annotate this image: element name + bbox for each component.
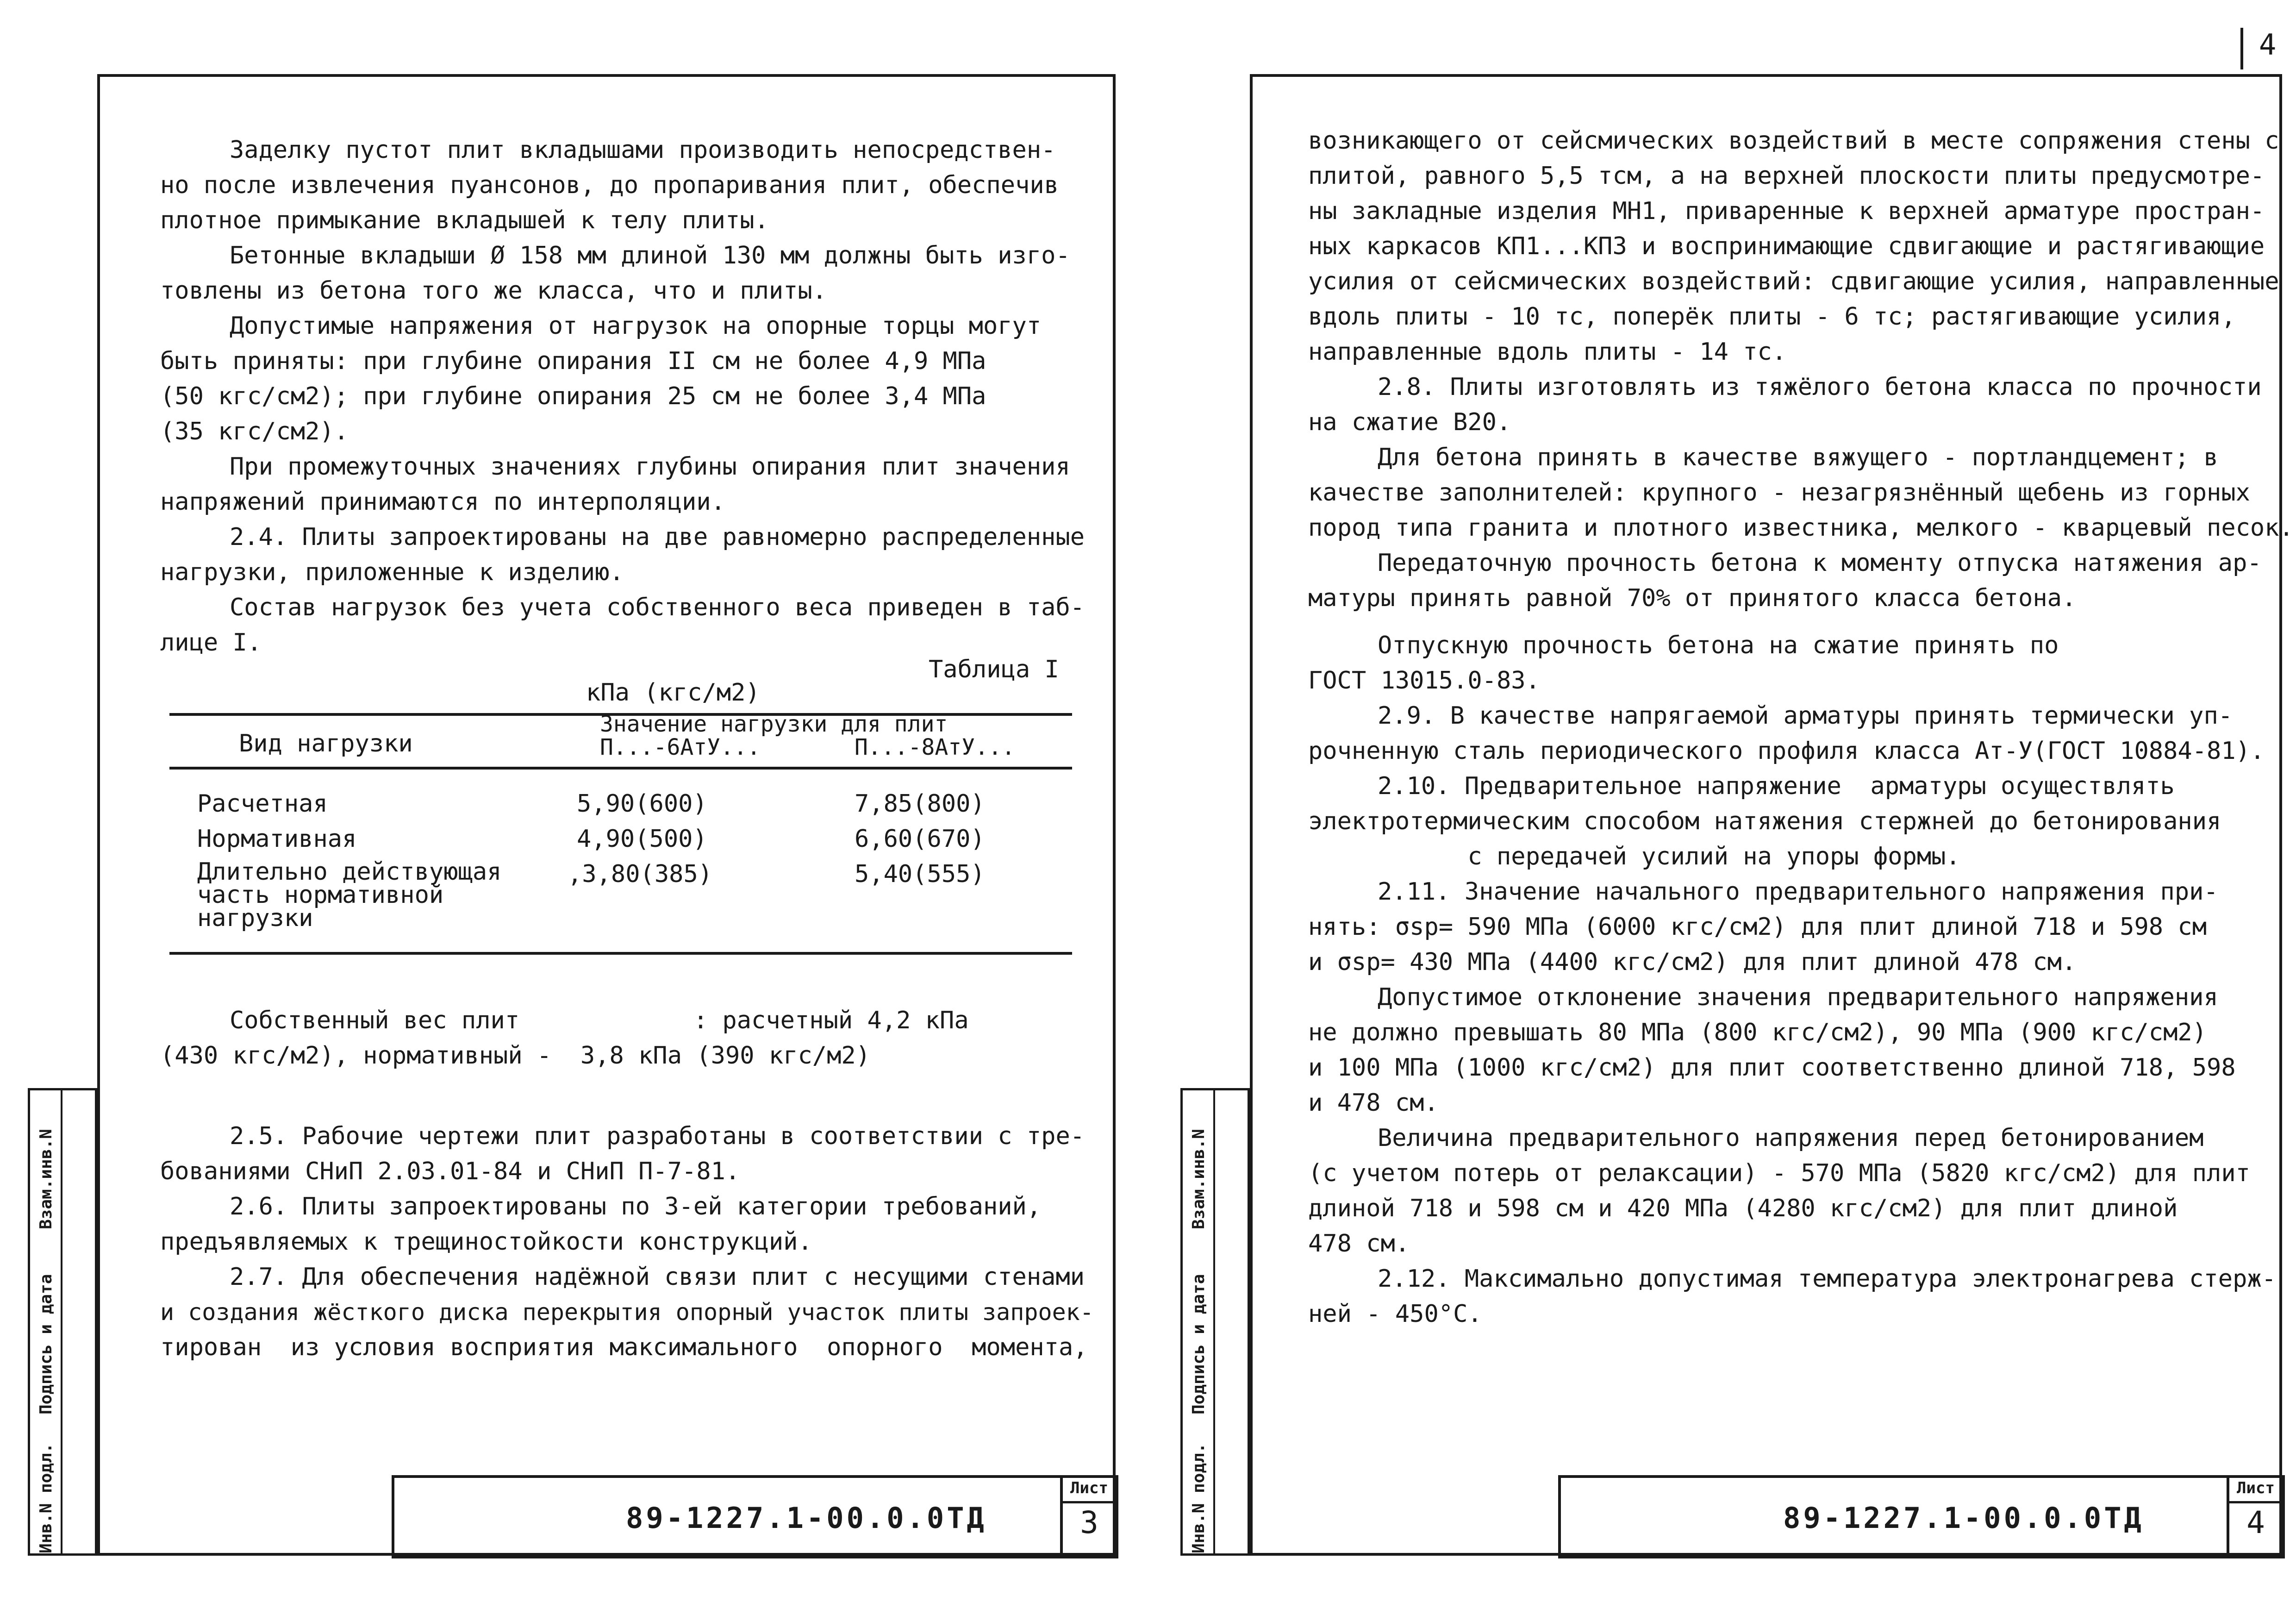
left-line: (50 кгс/см2); при глубине опирания 25 см не более 3,4 МПа [160, 382, 986, 410]
table-header-col-b: П...-8АтУ... [855, 734, 1015, 760]
right-paragraphs [1308, 123, 2294, 1383]
right-line: пород типа гранита и плотного известника, мелкого - кварцевый песок. [1308, 514, 2294, 542]
title-block [392, 1475, 1118, 1558]
table-row-b: 7,85(800) [855, 790, 985, 818]
right-line: на сжатие В20. [1308, 408, 1511, 436]
own-weight [160, 1003, 1086, 1077]
table-row-name: Нормативная [197, 825, 357, 853]
table-row-a: ,3,80(385) [568, 860, 713, 888]
corner-mark [2240, 28, 2243, 69]
table-row-a: 4,90(500) [577, 825, 707, 853]
title-block [1558, 1475, 2285, 1558]
right-line: и 478 см. [1308, 1089, 1439, 1117]
right-line: и 100 МПа (1000 кгс/см2) для плит соответственно длиной 718, 598 [1308, 1054, 2236, 1082]
side-stamp-right [1180, 1088, 1250, 1556]
left-line: товлены из бетона того же класса, что и плиты. [160, 277, 827, 305]
right-line: Передаточную прочность бетона к моменту отпуска натяжения ар- [1378, 549, 2262, 577]
table-header-value: Значение нагрузки для плит [600, 711, 948, 737]
table-caption: Таблица I [929, 656, 1059, 683]
left-sheet [97, 74, 1116, 1556]
stamp-inv-podl: Инв.N подл. [37, 1443, 56, 1553]
left-line: 2.6. Плиты запроектированы по 3-ей категории требований, [230, 1193, 1042, 1220]
left-line: быть приняты: при глубине опирания II см не более 4,9 МПа [160, 347, 986, 375]
right-line: Величина предварительного напряжения перед бетонированием [1378, 1124, 2204, 1152]
table-header-load: Вид нагрузки [239, 730, 413, 757]
sheet-number: 4 [2246, 1505, 2265, 1540]
left-line: плотное примыкание вкладышей к телу плиты. [160, 207, 769, 234]
corner-page-number: 4 [2259, 28, 2277, 62]
sheet-box [2227, 1475, 2282, 1558]
right-line: Для бетона принять в качестве вяжущего - портландцемент; в [1378, 444, 2218, 471]
document-code: 89-1227.1-00.0.0ТД [626, 1501, 987, 1535]
sheet-box [1060, 1475, 1116, 1558]
left-line: 2.5. Рабочие чертежи плит разработаны в соответствии с тре- [230, 1122, 1085, 1150]
right-line: не должно превышать 80 МПа (800 кгс/см2), 90 МПа (900 кгс/см2) [1308, 1019, 2207, 1046]
stamp-podpis: Подпись и дата [37, 1274, 56, 1414]
right-line: 478 см. [1308, 1230, 1410, 1258]
table-row-b: 6,60(670) [855, 825, 985, 853]
left-line: тирован из условия восприятия максимального опорного момента, [160, 1333, 1088, 1361]
right-line: 2.12. Максимально допустимая температура электронагрева стерж- [1378, 1265, 2277, 1293]
left-line: но после извлечения пуансонов, до пропаривания плит, обеспечив [160, 171, 1059, 199]
right-line: ны закладные изделия МН1, приваренные к верхней арматуре простран- [1308, 197, 2265, 225]
stamp-inv-podl: Инв.N подл. [1189, 1443, 1208, 1553]
stamp-podpis: Подпись и дата [1189, 1274, 1208, 1414]
right-line: Отпускную прочность бетона на сжатие принять по [1378, 632, 2059, 659]
right-line: электротермическим способом натяжения стержней до бетонирования [1308, 807, 2221, 835]
table-row-a: 5,90(600) [577, 790, 707, 818]
right-line: 2.9. В качестве напрягаемой арматуры принять термически уп- [1378, 702, 2233, 730]
right-line: усилия от сейсмических воздействий: сдвигающие усилия, направленные [1308, 268, 2279, 295]
document-code: 89-1227.1-00.0.0ТД [1783, 1501, 2144, 1535]
right-line: ГОСТ 13015.0-83. [1308, 667, 1540, 695]
left-line: Бетонные вкладыши Ø 158 мм длиной 130 мм должны быть изго- [230, 242, 1070, 269]
left-line: 2.4. Плиты запроектированы на две равномерно распределенные [230, 523, 1085, 551]
right-line: длиной 718 и 598 см и 420 МПа (4280 кгс/см2) для плит длиной [1308, 1195, 2178, 1222]
table-header-rule [169, 767, 1072, 770]
table-bottom-rule [169, 952, 1072, 955]
table-row-b: 5,40(555) [855, 860, 985, 888]
right-line: с передачей усилий на упоры формы. [1308, 843, 1960, 870]
table-row-name: Расчетная [197, 790, 328, 818]
load-table [169, 656, 1072, 1045]
right-line: 2.11. Значение начального предварительного напряжения при- [1378, 878, 2218, 906]
left-paragraphs [160, 132, 1086, 670]
left-paragraphs-2 [160, 1119, 1109, 1369]
left-line: и создания жёсткого диска перекрытия опорный участок плиты запроек- [160, 1299, 1094, 1326]
right-line: вдоль плиты - 10 тс, поперёк плиты - 6 тс; растягивающие усилия, [1308, 303, 2236, 331]
left-line: бованиями СНиП 2.03.01-84 и СНиП П-7-81. [160, 1158, 740, 1185]
right-line: 2.8. Плиты изготовлять из тяжёлого бетона класса по прочности [1378, 373, 2262, 401]
sheet-number: 3 [1080, 1505, 1098, 1540]
right-line: возникающего от сейсмических воздействий в месте сопряжения стены с [1308, 127, 2279, 155]
right-sheet [1250, 74, 2294, 1556]
left-line: Заделку пустот плит вкладышами производить непосредствен- [230, 136, 1056, 164]
left-line: Состав нагрузок без учета собственного веса приведен в таб- [230, 594, 1085, 621]
left-line: лице I. [160, 629, 262, 657]
table-units: кПа (кгс/м2) [586, 679, 760, 707]
left-line: нагрузки, приложенные к изделию. [160, 558, 624, 586]
table-header-col-a: П...-6АтУ... [600, 734, 761, 760]
table-row-name: Длительно действующая часть нормативной нагрузки [197, 858, 502, 932]
own-weight-line-1: Собственный вес плит : расчетный 4,2 кПа [230, 1007, 969, 1034]
left-line: 2.7. Для обеспечения надёжной связи плит с несущими стенами [230, 1263, 1085, 1291]
right-line: плитой, равного 5,5 тсм, а на верхней плоскости плиты предусмотре- [1308, 162, 2265, 190]
right-line: рочненную сталь периодического профиля класса Ат-У(ГОСТ 10884-81). [1308, 737, 2265, 765]
left-line: При промежуточных значениях глубины опирания плит значения [230, 453, 1070, 481]
right-line: Допустимое отклонение значения предварительного напряжения [1378, 983, 2218, 1011]
right-line: качестве заполнителей: крупного - незагрязнённый щебень из горных [1308, 479, 2250, 507]
sheet-label: Лист [2229, 1475, 2282, 1503]
right-line: 2.10. Предварительное напряжение арматуры осуществлять [1378, 772, 2175, 800]
left-line: (35 кгс/см2). [160, 418, 349, 445]
left-line: предъявляемых к трещиностойкости конструкций. [160, 1228, 812, 1256]
stamp-vzam: Взам.инв.N [37, 1129, 56, 1229]
own-weight-line-2: (430 кгс/м2), нормативный - 3,8 кПа (390 кгс/м2) [160, 1042, 871, 1070]
side-stamp-left [28, 1088, 97, 1556]
left-line: напряжений принимаются по интерполяции. [160, 488, 725, 516]
stamp-vzam: Взам.инв.N [1189, 1129, 1208, 1229]
right-line: направленные вдоль плиты - 14 тс. [1308, 338, 1787, 366]
right-line: ней - 450°С. [1308, 1300, 1482, 1328]
right-line: нять: σsp= 590 МПа (6000 кгс/см2) для плит длиной 718 и 598 см [1308, 913, 2207, 941]
right-line: ных каркасов КП1...КП3 и воспринимающие сдвигающие и растягивающие [1308, 232, 2265, 260]
right-line: и σsp= 430 МПа (4400 кгс/см2) для плит длиной 478 см. [1308, 948, 2077, 976]
left-line: Допустимые напряжения от нагрузок на опорные торцы могут [230, 312, 1042, 340]
right-line: (с учетом потерь от релаксации) - 570 МПа (5820 кгс/см2) для плит [1308, 1159, 2250, 1187]
right-line: матуры принять равной 70% от принятого класса бетона. [1308, 584, 2077, 612]
sheet-label: Лист [1063, 1475, 1116, 1503]
